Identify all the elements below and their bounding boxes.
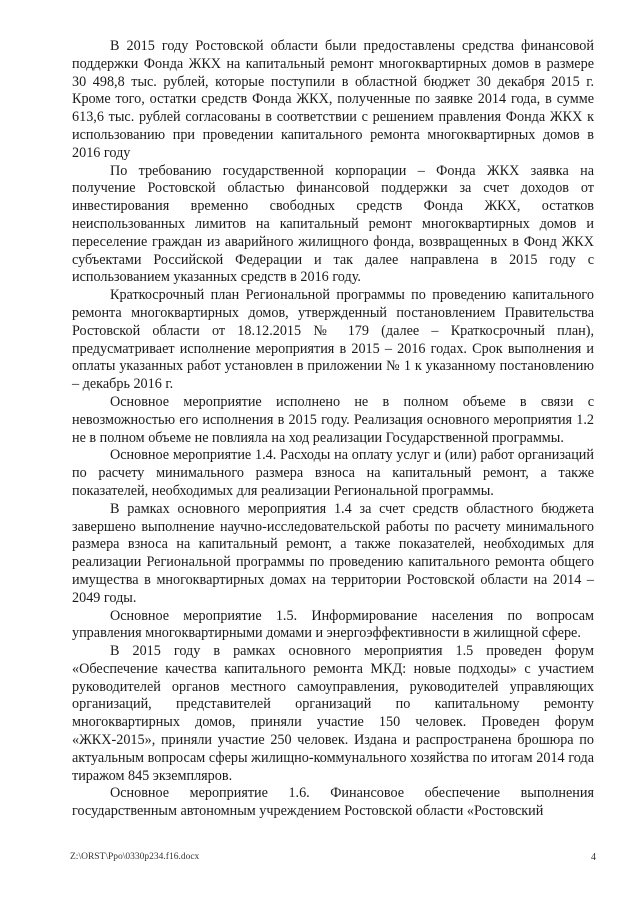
paragraph-measure-1-4-details: В рамках основного мероприятия 1.4 за счет средств областного бюджета завершено выполнение научно-исследовательской работы по расчету минимального размера взноса на капитальный ремонт, а также показателей, необходимых для реализации Региональной программы по проведению капитального ремонта общего имущества в многоквартирных домах на территории Ростовской области на 2014 – 2049 годы. bbox=[72, 500, 594, 606]
paragraph-financial-support: В 2015 году Ростовской области были предоставлены средства финансовой поддержки Фонда ЖКХ на капитальный ремонт многоквартирных домов в размере 30 498,8 тыс. рублей, которые поступили в областной бюджет 30 декабря 2015 г. Кроме того, остатки средств Фонда ЖКХ, полученные по заявке 2014 года, в сумме 613,6 тыс. рублей согласованы в соответствии с решением правления Фонда ЖКХ к использованию при проведении капитального ремонта многоквартирных домов в 2016 году bbox=[72, 38, 594, 161]
paragraph-measure-1-5-details: В 2015 году в рамках основного мероприятия 1.5 проведен форум «Обеспечение качества капитального ремонта МКД: новые подходы» с участием руководителей органов местного самоуправления, руководителей управляющих организаций, представителей организаций по капитальному ремонту многоквартирных домов, приняли участие 150 человек. Проведен форум «ЖКХ-2015», приняли участие 250 человек. Издана и распространена брошюра по актуальным вопросам сферы жилищно-коммунального хозяйства по итогам 2014 года тиражом 845 экземпляров. bbox=[72, 643, 594, 784]
document-page bbox=[72, 38, 594, 821]
file-path: Z:\ORST\Ppo\0330p234.f16.docx bbox=[70, 852, 200, 862]
paragraph-measure-1-5-title: Основное мероприятие 1.5. Информирование населения по вопросам управления многоквартирными домами и энергоэффективности в жилищной сфере. bbox=[72, 607, 594, 642]
page-number: 4 bbox=[591, 852, 596, 863]
paragraph-measure-1-4-title: Основное мероприятие 1.4. Расходы на оплату услуг и (или) работ организаций по расчету минимального размера взноса на капитальный ремонт, а также показателей, необходимых для реализации Региональной программы. bbox=[72, 447, 594, 499]
paragraph-measure-1-2-status: Основное мероприятие исполнено не в полном объеме в связи с невозможностью его исполнения в 2015 году. Реализация основного мероприятия 1.2 не в полном объеме не повлияла на ход реализации Государственной программы. bbox=[72, 393, 594, 446]
paragraph-short-term-plan: Краткосрочный план Региональной программы по проведению капитального ремонта многоквартирных домов, утвержденный постановлением Правительства Ростовской области от 18.12.2015 № 179 (далее – Краткосрочный план), предусматривает исполнение мероприятия в 2015 – 2016 годах. Срок выполнения и оплаты указанных работ установлен в приложении № 1 к указанному постановлению – декабрь 2016 г. bbox=[72, 287, 594, 393]
paragraph-fund-request: По требованию государственной корпорации – Фонда ЖКХ заявка на получение Ростовской областью финансовой поддержки за счет доходов от инвестирования временно свободных средств Фонда ЖКХ, остатков неиспользованных лимитов на капитальный ремонт многоквартирных домов и переселение граждан из аварийного жилищного фонда, возвращенных в Фонд ЖКХ субъектами Российской Федерации и так далее направлена в 2015 году с использованием указанных средств в 2016 году. bbox=[72, 162, 594, 286]
paragraph-measure-1-6-title: Основное мероприятие 1.6. Финансовое обеспечение выполнения государственным автономным учреждением Ростовской области «Ростовский bbox=[72, 785, 594, 820]
